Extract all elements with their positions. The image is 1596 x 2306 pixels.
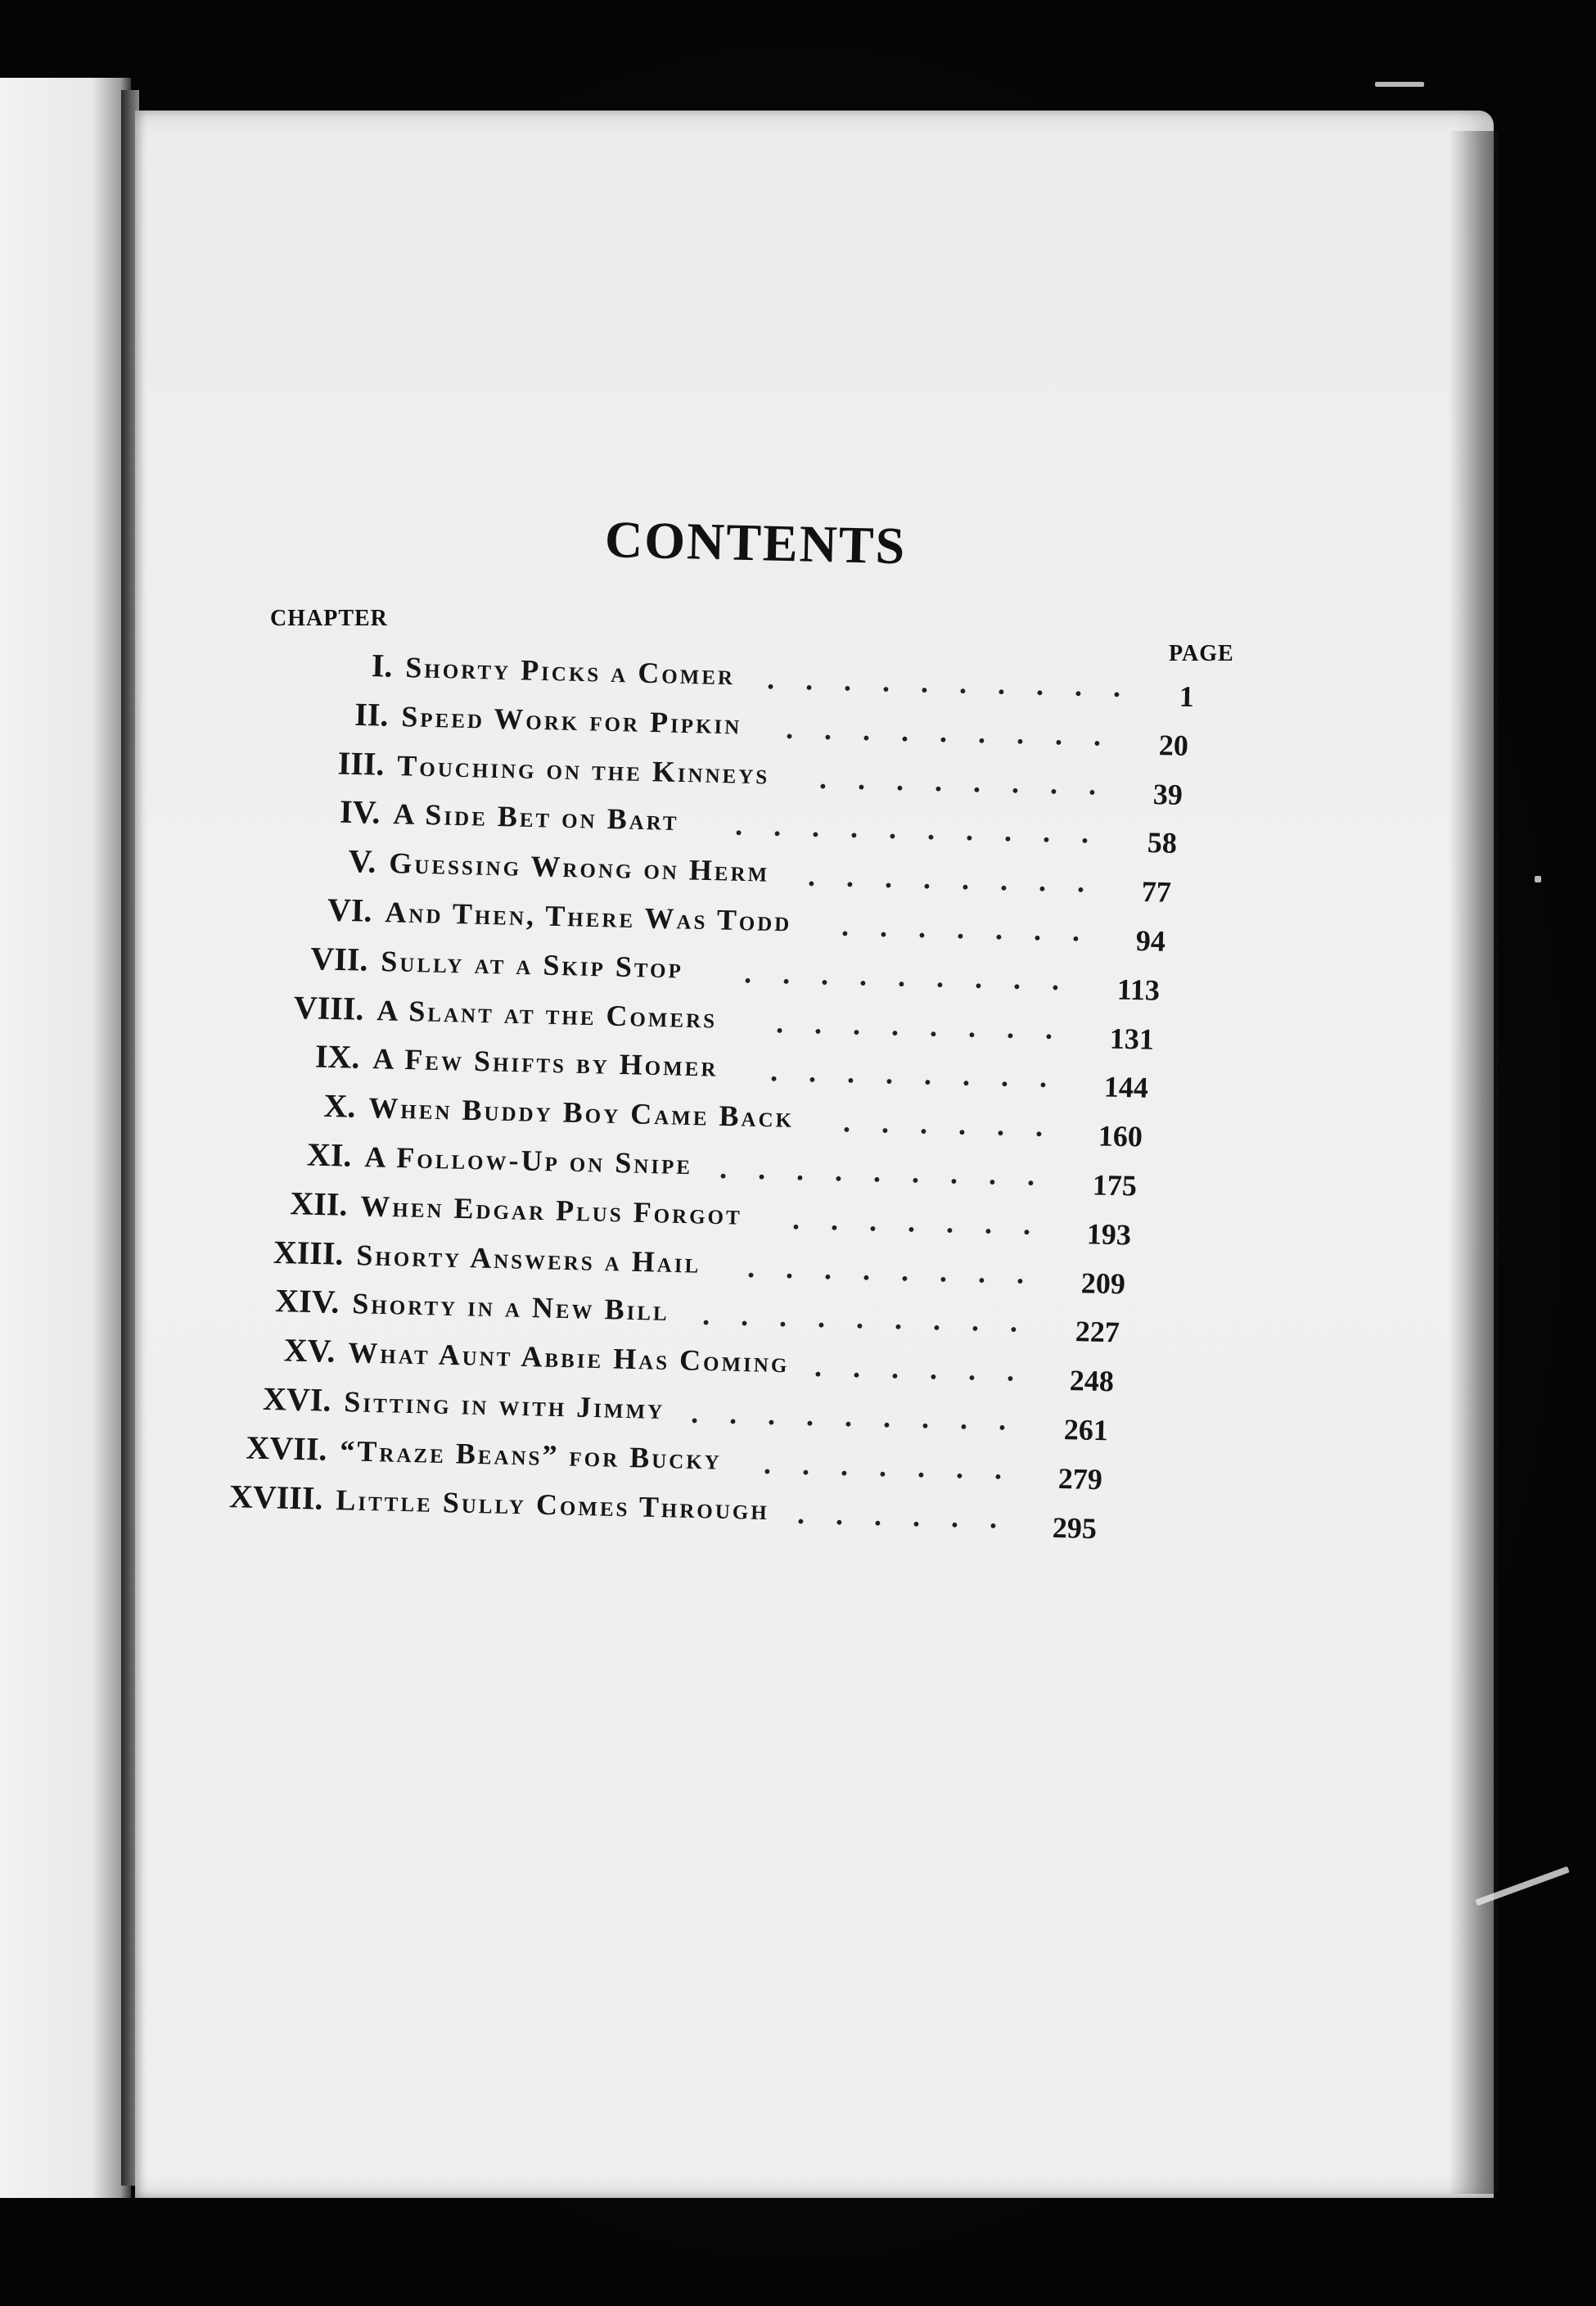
chapter-number: XVII. bbox=[246, 1428, 327, 1468]
chapter-title: A Slant at the Comers bbox=[376, 993, 718, 1035]
chapter-title: Sitting in with Jimmy bbox=[343, 1385, 665, 1426]
page-number: 160 bbox=[1098, 1119, 1143, 1153]
page-number: 20 bbox=[1158, 728, 1189, 762]
chapter-title: Little Sully Comes Through bbox=[335, 1482, 770, 1526]
page-number: 131 bbox=[1109, 1022, 1155, 1056]
chapter-title: A Few Shifts by Homer bbox=[372, 1042, 719, 1084]
dot-leader: ....... bbox=[841, 909, 1111, 949]
dot-leader: ........ bbox=[775, 1005, 1084, 1046]
dot-leader: ....... bbox=[791, 1202, 1062, 1242]
chapter-title: A Side Bet on Bart bbox=[392, 797, 680, 837]
page-number: 295 bbox=[1052, 1510, 1098, 1545]
dot-leader: ......... bbox=[701, 1298, 1049, 1339]
dot-leader: ......... bbox=[719, 1151, 1066, 1193]
page-number: 77 bbox=[1141, 875, 1172, 909]
dot-leader: .......... bbox=[734, 809, 1120, 851]
chapter-number: I. bbox=[371, 647, 393, 684]
dot-leader: ........ bbox=[818, 761, 1128, 801]
chapter-number: XIII. bbox=[273, 1233, 344, 1272]
dot-leader: ......... bbox=[785, 711, 1133, 753]
chapter-title: A Follow-Up on Snipe bbox=[363, 1140, 693, 1181]
chapter-title: “Traze Beans” for Bucky bbox=[339, 1433, 723, 1476]
chapter-title: Guessing Wrong on Herm bbox=[388, 846, 770, 888]
page-number: 209 bbox=[1080, 1266, 1126, 1301]
page-number: 113 bbox=[1116, 972, 1161, 1007]
chapter-number: XVIII. bbox=[228, 1477, 323, 1517]
chapter-number: VII. bbox=[309, 939, 368, 978]
chapter-number: II. bbox=[354, 695, 389, 733]
chapter-number: V. bbox=[348, 842, 376, 880]
chapter-title: Speed Work for Pipkin bbox=[400, 699, 742, 741]
page-number: 175 bbox=[1092, 1168, 1138, 1203]
dot-leader: ...... bbox=[796, 1496, 1029, 1535]
chapter-number: XIV. bbox=[274, 1282, 340, 1321]
dot-leader: ......... bbox=[690, 1396, 1038, 1437]
chapter-number: XV. bbox=[283, 1331, 336, 1370]
chapter-number: III. bbox=[337, 744, 385, 783]
page-number: 227 bbox=[1075, 1315, 1120, 1349]
chapter-number: VI. bbox=[327, 891, 372, 929]
chapter-title: When Edgar Plus Forgot bbox=[359, 1189, 743, 1231]
page-title: CONTENTS bbox=[604, 509, 907, 575]
chapter-title: When Buddy Boy Came Back bbox=[367, 1091, 795, 1135]
chapter-title: Touching on the Kinneys bbox=[396, 748, 770, 791]
chapter-number: X. bbox=[323, 1087, 356, 1125]
chapter-number: VIII. bbox=[293, 988, 364, 1027]
dot-leader: ...... bbox=[842, 1105, 1075, 1144]
chapter-number: XI. bbox=[306, 1135, 352, 1174]
dot-leader: ........ bbox=[769, 1054, 1079, 1095]
page-number: 279 bbox=[1057, 1461, 1103, 1496]
page-number: 193 bbox=[1086, 1217, 1132, 1252]
chapter-title: Shorty Answers a Hail bbox=[355, 1238, 701, 1279]
chapter-number: XVI. bbox=[262, 1379, 331, 1419]
dot-leader: ...... bbox=[814, 1350, 1046, 1388]
page-number: 261 bbox=[1063, 1413, 1109, 1447]
dot-leader: ........ bbox=[807, 859, 1116, 900]
page-number: 94 bbox=[1135, 923, 1166, 958]
chapter-number: IV. bbox=[339, 793, 381, 832]
page-number: 58 bbox=[1147, 826, 1178, 860]
dot-leader: ........ bbox=[746, 1250, 1056, 1291]
chapter-number: XII. bbox=[289, 1184, 348, 1223]
chapter-number: IX. bbox=[314, 1037, 360, 1076]
chapter-column-header: CHAPTER bbox=[270, 606, 388, 631]
dot-leader: ......... bbox=[743, 956, 1091, 997]
page-number: 144 bbox=[1103, 1070, 1149, 1105]
chapter-title: Shorty in a New Bill bbox=[351, 1287, 670, 1328]
chapter-title: And Then, There Was Todd bbox=[384, 896, 792, 938]
page-column-header: PAGE bbox=[1169, 641, 1234, 666]
page-number: 39 bbox=[1152, 777, 1183, 811]
chapter-title: What Aunt Abbie Has Coming bbox=[347, 1336, 790, 1379]
dot-leader: .......... bbox=[766, 662, 1152, 704]
page-number: 1 bbox=[1179, 679, 1195, 713]
chapter-title: Sully at a Skip Stop bbox=[380, 944, 684, 985]
dot-leader: ....... bbox=[763, 1446, 1034, 1487]
page-number: 248 bbox=[1069, 1364, 1115, 1398]
chapter-title: Shorty Picks a Comer bbox=[404, 651, 736, 692]
